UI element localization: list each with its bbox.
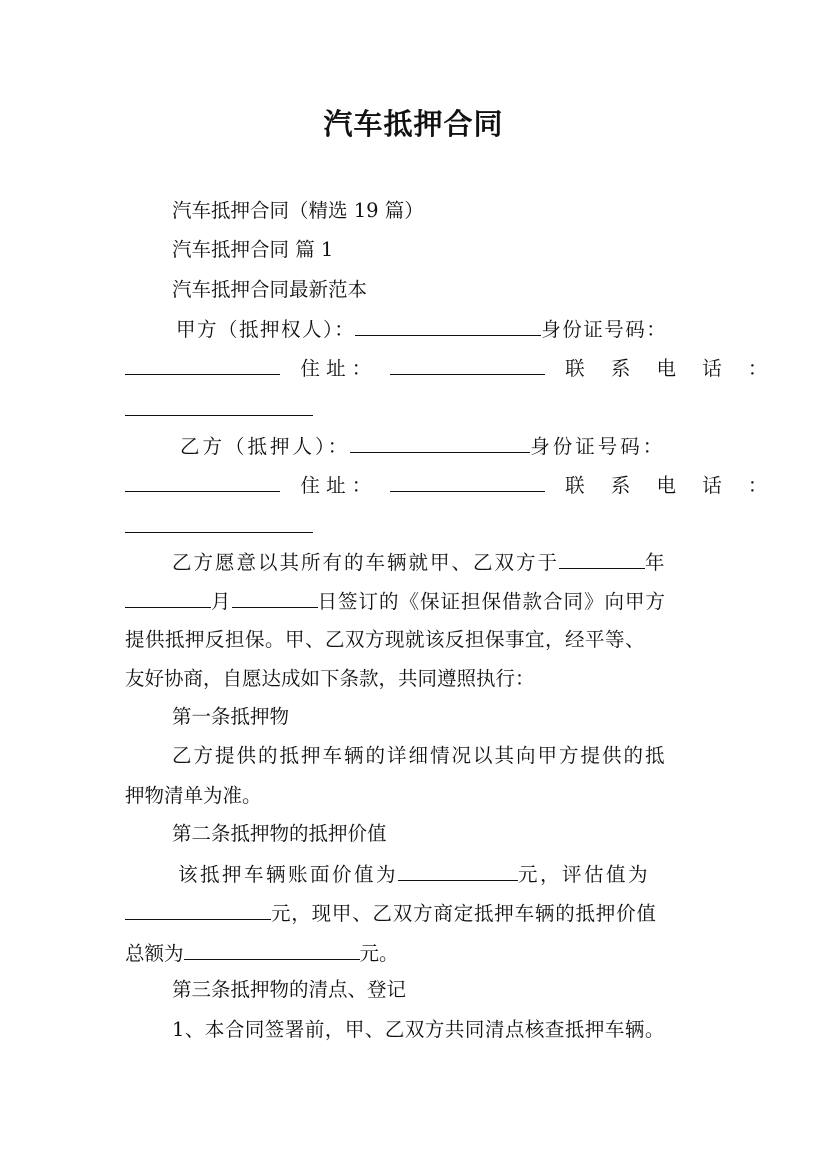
article-2-line-2 [125, 900, 657, 926]
party-b-line [180, 433, 665, 459]
year-blank [559, 549, 645, 569]
article-1-line-2: 押物清单为准。 [125, 784, 262, 807]
book-value-label: 该抵押车辆账面价值为 [178, 863, 399, 886]
sample-heading: 汽车抵押合同最新范本 [172, 278, 368, 301]
party-a-address-line [125, 355, 778, 381]
party-b-name-blank [350, 433, 530, 453]
total-value-blank [184, 940, 360, 960]
party-a-address-blank [390, 355, 545, 375]
assessed-value-blank [125, 900, 271, 920]
party-a-id-blank [125, 355, 280, 375]
party-b-id-blank [125, 472, 280, 492]
day-blank [232, 588, 318, 608]
party-b-id-label: 身份证号码： [530, 435, 666, 458]
article-3-line-1: 1、本合同签署前，甲、乙双方共同清点核查抵押车辆。 [172, 1018, 665, 1041]
intro-text-1: 乙方愿意以其所有的车辆就甲、乙双方于 [172, 551, 560, 574]
subtitle: 汽车抵押合同（精选 19 篇） [172, 199, 424, 222]
intro-line-3: 提供抵押反担保。甲、乙双方现就该反担保事宜，经平等、 [125, 628, 646, 651]
party-a-name-blank [355, 316, 541, 336]
party-a-address-label: 住 址 ： [300, 357, 372, 380]
total-unit: 元。 [359, 942, 399, 965]
party-a-line [176, 316, 667, 342]
party-a-phone-blank [125, 396, 313, 416]
article-2-line-3 [125, 940, 399, 966]
month-blank [125, 588, 211, 608]
year-label: 年 [645, 551, 667, 574]
total-label: 总额为 [125, 942, 184, 965]
assessed-value-label: 元，评估值为 [518, 863, 651, 886]
party-a-phone-line [125, 396, 313, 422]
article-2-line-1 [178, 861, 650, 887]
intro-line-4: 友好协商，自愿达成如下条款，共同遵照执行： [125, 667, 535, 690]
article-2-text-2: 元，现甲、乙双方商定抵押车辆的抵押价值 [271, 902, 657, 925]
article-1-line-1: 乙方提供的抵押车辆的详细情况以其向甲方提供的抵 [172, 744, 667, 767]
party-b-label: 乙方（抵押人）： [180, 435, 351, 458]
document-title: 汽车抵押合同 [323, 107, 504, 141]
intro-text-2: 日签订的《保证担保借款合同》向甲方 [317, 590, 667, 613]
party-b-phone-line [125, 513, 313, 539]
intro-line-2 [125, 588, 666, 614]
party-a-id-label: 身份证号码： [541, 318, 668, 341]
party-b-address-label: 住 址 ： [300, 474, 372, 497]
part-heading: 汽车抵押合同 篇 1 [172, 238, 334, 261]
party-b-phone-label: 联 系 电 话 ： [565, 474, 778, 497]
intro-line-1 [172, 549, 667, 575]
article-2-heading: 第二条抵押物的抵押价值 [172, 822, 387, 845]
month-label: 月 [211, 590, 232, 613]
book-value-blank [398, 861, 518, 881]
party-b-address-blank [390, 472, 545, 492]
article-1-heading: 第一条抵押物 [172, 705, 290, 728]
party-a-phone-label: 联 系 电 话 ： [565, 357, 778, 380]
party-a-label: 甲方（抵押权人）： [176, 318, 356, 341]
party-b-address-line [125, 472, 778, 498]
article-3-heading: 第三条抵押物的清点、登记 [172, 978, 407, 1001]
party-b-phone-blank [125, 513, 313, 533]
